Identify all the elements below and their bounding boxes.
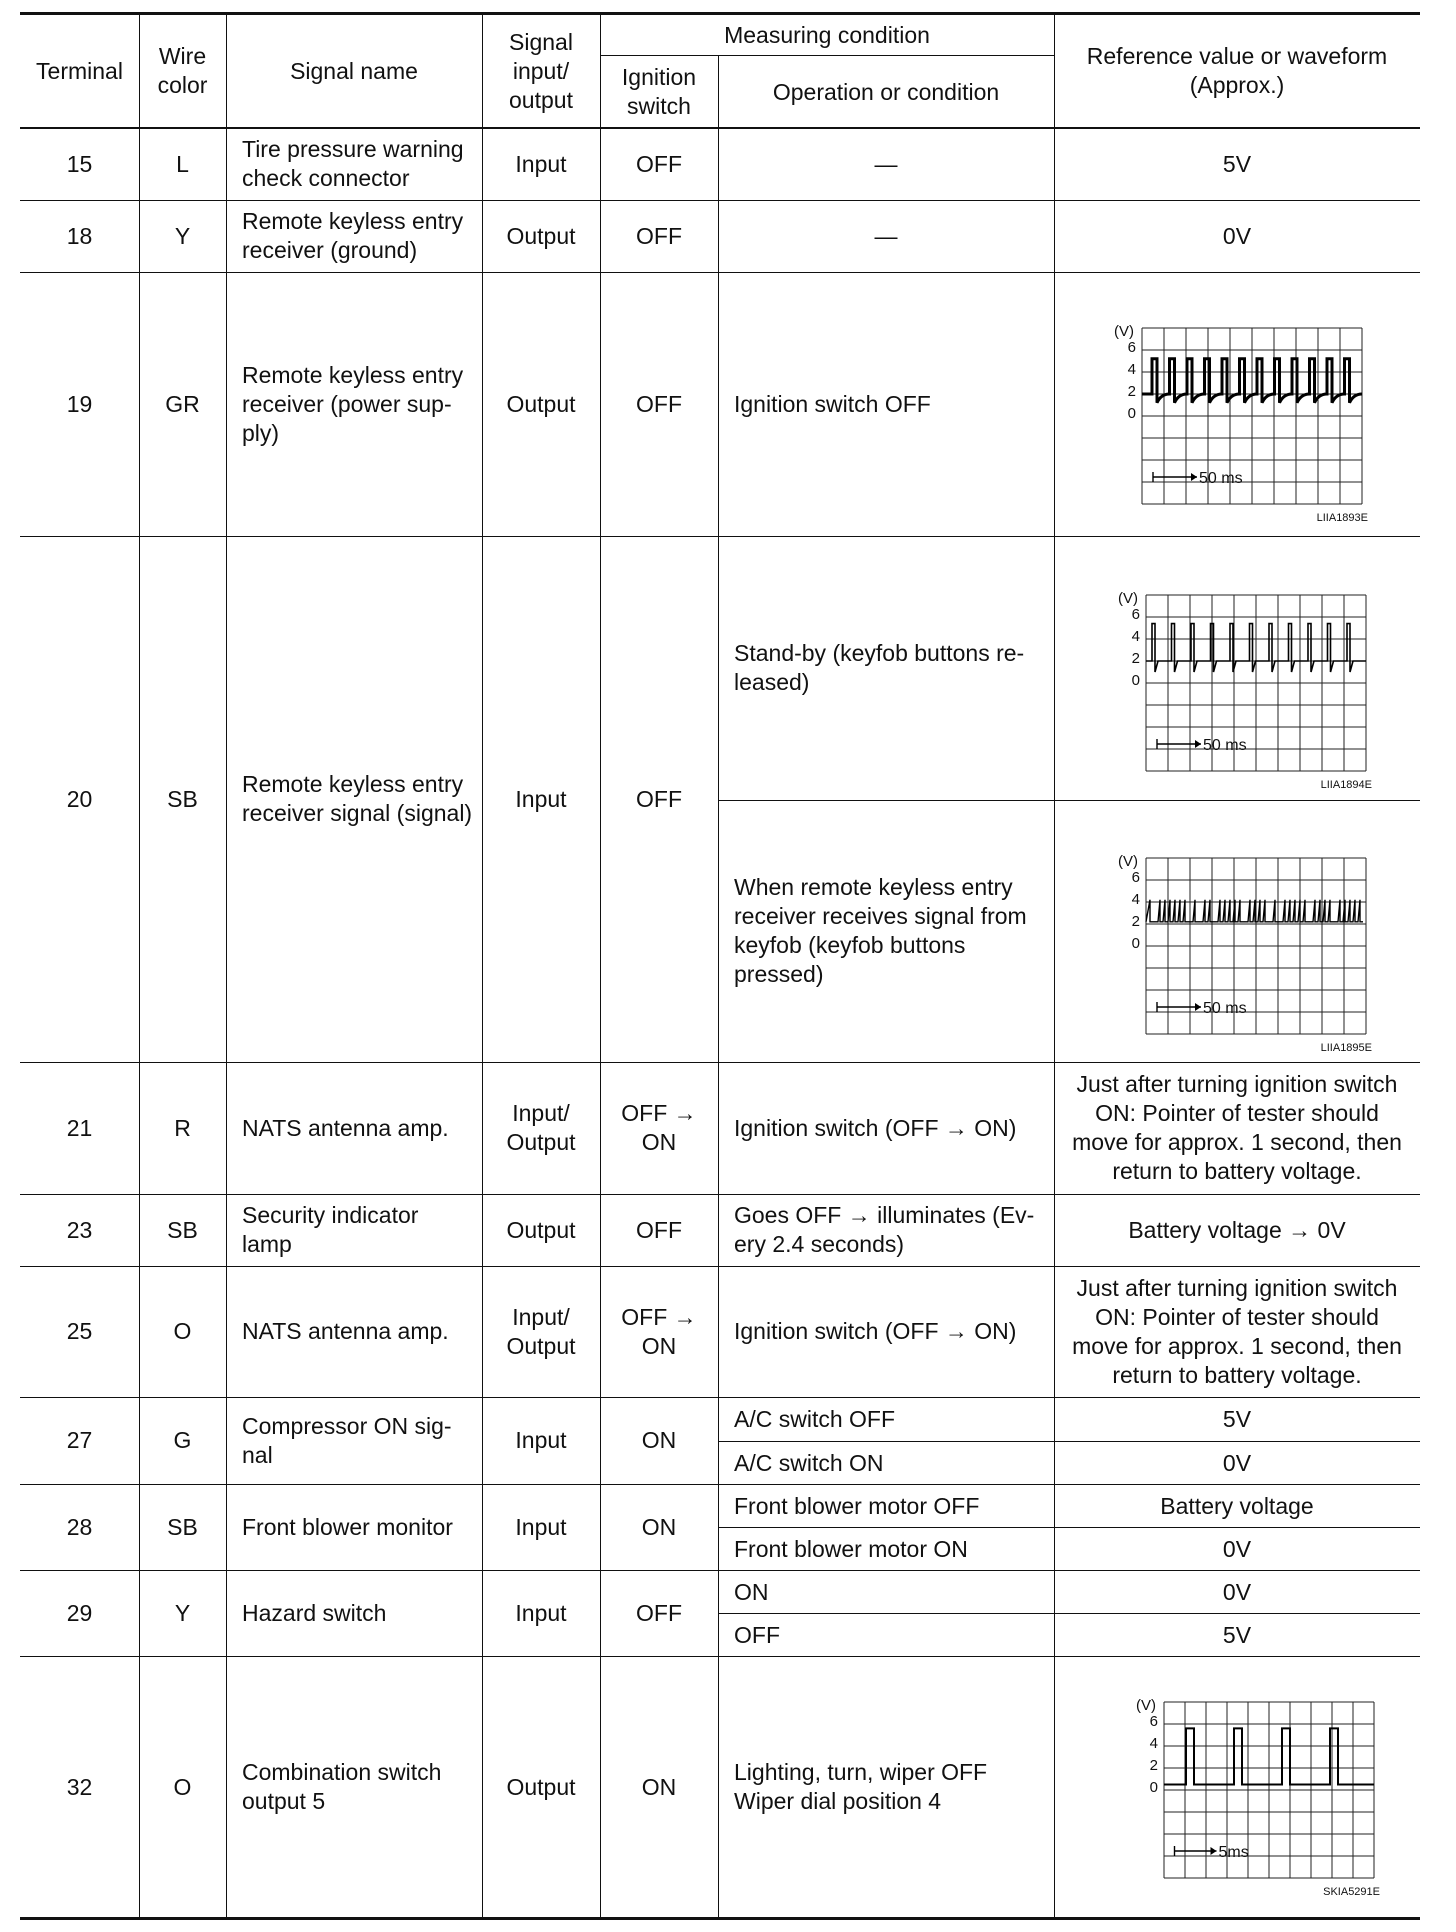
wire-color-cell bbox=[139, 1266, 226, 1397]
signal-name-cell-text: Remote keyless entry receiver (ground) bbox=[242, 208, 464, 263]
figure-code-label: LIIA1895E bbox=[1320, 1042, 1372, 1054]
signal-io-cell bbox=[482, 128, 600, 200]
wire-color-cell bbox=[139, 200, 226, 272]
figure-code-label: SKIA5291E bbox=[1323, 1886, 1380, 1898]
signal-io-cell-text: Input bbox=[515, 1599, 567, 1626]
signal-name-cell bbox=[226, 1062, 482, 1194]
terminal-cell-text: 32 bbox=[66, 1773, 93, 1800]
operation-cell-text: Ignition switch (OFF → ON) bbox=[734, 1114, 1017, 1141]
wire-color-cell-text: GR bbox=[165, 390, 200, 417]
reference-cell-text: 5V bbox=[1222, 1406, 1252, 1432]
header-wire-color-text: Wire color bbox=[157, 43, 208, 98]
measuring-divider bbox=[600, 55, 1054, 56]
reference-cell bbox=[1054, 1484, 1420, 1527]
signal-io-cell-text: Input/ Output bbox=[506, 1303, 576, 1359]
operation-cell-text: — bbox=[874, 150, 898, 177]
sub-row-divider bbox=[718, 1441, 1420, 1442]
terminal-cell-text: 21 bbox=[66, 1114, 93, 1141]
wire-color-cell bbox=[139, 1570, 226, 1656]
operation-cell-text: Stand-by (keyfob buttons re- leased) bbox=[734, 640, 1025, 695]
ignition-cell bbox=[600, 272, 718, 536]
time-scale-label: 50 ms bbox=[1203, 1000, 1247, 1017]
waveform-tick-label: 4 bbox=[1131, 891, 1140, 908]
terminal-cell bbox=[20, 272, 139, 536]
reference-cell bbox=[1054, 1613, 1420, 1656]
ignition-cell-text: OFF bbox=[636, 222, 682, 249]
wire-color-cell bbox=[139, 536, 226, 1062]
waveform-tick-label: 6 bbox=[1131, 869, 1140, 886]
operation-cell bbox=[718, 1613, 1054, 1656]
ignition-cell bbox=[600, 1062, 718, 1194]
reference-cell bbox=[1054, 1194, 1420, 1266]
header-ignition-switch-text: Ignition switch bbox=[621, 64, 697, 119]
reference-cell-text: 5V bbox=[1222, 150, 1252, 177]
signal-io-cell-text: Input/ Output bbox=[506, 1100, 576, 1155]
waveform-unit-label: (V) bbox=[1114, 323, 1134, 340]
terminal-cell bbox=[20, 1397, 139, 1484]
wire-color-cell-text: Y bbox=[174, 222, 191, 249]
terminal-cell bbox=[20, 1484, 139, 1570]
waveform-tick-label: 0 bbox=[1131, 935, 1140, 952]
signal-name-cell bbox=[226, 128, 482, 200]
operation-cell bbox=[718, 128, 1054, 200]
reference-cell-text: 5V bbox=[1222, 1622, 1252, 1648]
operation-cell bbox=[718, 1266, 1054, 1397]
terminal-cell-text: 18 bbox=[66, 222, 93, 249]
reference-cell bbox=[1054, 200, 1420, 272]
signal-name-cell bbox=[226, 536, 482, 1062]
waveform-tick-label: 0 bbox=[1131, 672, 1140, 689]
wire-color-cell bbox=[139, 1062, 226, 1194]
wire-color-cell-text: O bbox=[173, 1318, 192, 1344]
operation-cell-text: Ignition switch (OFF → ON) bbox=[734, 1318, 1017, 1344]
signal-name-cell-text: Remote keyless entry receiver (power sup- ply) bbox=[242, 361, 464, 446]
time-scale-label: 5ms bbox=[1218, 1844, 1249, 1861]
operation-cell-text: OFF bbox=[734, 1622, 780, 1648]
waveform-tick-label: 4 bbox=[1131, 628, 1140, 645]
waveform-unit-label: (V) bbox=[1136, 1697, 1156, 1714]
waveform-tick-label: 2 bbox=[1127, 383, 1136, 400]
terminal-cell bbox=[20, 1266, 139, 1397]
wire-color-cell bbox=[139, 1656, 226, 1918]
ignition-cell-text: OFF bbox=[636, 785, 682, 812]
ignition-cell-text: OFF → ON bbox=[621, 1100, 697, 1155]
operation-cell-text: ON bbox=[734, 1579, 769, 1605]
time-scale-label: 50 ms bbox=[1199, 470, 1243, 487]
reference-cell bbox=[1054, 1441, 1420, 1484]
wire-color-cell-text: G bbox=[173, 1427, 192, 1453]
ignition-cell-text: OFF bbox=[636, 1599, 682, 1626]
signal-io-cell-text: Input bbox=[515, 785, 567, 812]
wire-color-cell-text: Y bbox=[174, 1599, 191, 1626]
header-measuring-condition bbox=[600, 14, 1054, 56]
operation-cell-text: When remote keyless entry receiver receives signal from keyfob (keyfob buttons pressed) bbox=[734, 874, 1027, 987]
waveform-w20a bbox=[1091, 583, 1401, 795]
signal-io-cell-text: Input bbox=[515, 150, 567, 177]
reference-cell-text: 0V bbox=[1222, 1536, 1252, 1562]
operation-cell-text: A/C switch ON bbox=[734, 1450, 884, 1476]
signal-name-cell bbox=[226, 1484, 482, 1570]
operation-cell bbox=[718, 800, 1054, 1062]
ignition-cell-text: OFF bbox=[636, 150, 682, 177]
terminal-cell-text: 20 bbox=[66, 785, 93, 812]
operation-cell bbox=[718, 1062, 1054, 1194]
time-scale-label: 50 ms bbox=[1203, 737, 1247, 754]
terminal-cell bbox=[20, 536, 139, 1062]
ignition-cell bbox=[600, 1397, 718, 1484]
operation-cell bbox=[718, 272, 1054, 536]
signal-name-cell bbox=[226, 1656, 482, 1918]
waveform-tick-label: 2 bbox=[1131, 650, 1140, 667]
signal-name-cell-text: Front blower monitor bbox=[242, 1513, 453, 1540]
signal-io-cell bbox=[482, 272, 600, 536]
operation-cell bbox=[718, 1194, 1054, 1266]
reference-cell bbox=[1054, 1397, 1420, 1441]
header-signal-name-text: Signal name bbox=[290, 57, 418, 84]
operation-cell-text: Ignition switch OFF bbox=[734, 390, 931, 417]
signal-name-cell-text: Compressor ON sig- nal bbox=[242, 1412, 452, 1468]
waveform-tick-label: 6 bbox=[1127, 339, 1136, 356]
signal-name-cell-text: Remote keyless entry receiver signal (signal) bbox=[242, 771, 473, 826]
signal-name-cell bbox=[226, 1194, 482, 1266]
header-terminal bbox=[20, 14, 139, 128]
signal-io-cell-text: Input bbox=[515, 1513, 567, 1540]
sub-row-divider bbox=[718, 800, 1420, 801]
operation-cell bbox=[718, 1397, 1054, 1441]
terminal-cell-text: 15 bbox=[66, 150, 93, 177]
operation-cell-text: Lighting, turn, wiper OFF Wiper dial position 4 bbox=[734, 1759, 988, 1814]
operation-cell-text: — bbox=[874, 222, 898, 249]
operation-cell bbox=[718, 200, 1054, 272]
terminal-cell-text: 19 bbox=[66, 390, 93, 417]
table-top-border bbox=[20, 12, 1420, 15]
ignition-cell bbox=[600, 128, 718, 200]
wire-color-cell-text: O bbox=[173, 1773, 192, 1800]
signal-io-cell bbox=[482, 1570, 600, 1656]
wire-color-cell-text: SB bbox=[167, 785, 198, 812]
ignition-cell bbox=[600, 1484, 718, 1570]
signal-io-cell bbox=[482, 200, 600, 272]
signal-name-cell bbox=[226, 1570, 482, 1656]
ignition-cell bbox=[600, 1570, 718, 1656]
wire-color-cell bbox=[139, 1484, 226, 1570]
operation-cell-text: Goes OFF → illuminates (Ev- ery 2.4 seconds) bbox=[734, 1202, 1035, 1257]
wire-color-cell bbox=[139, 1194, 226, 1266]
waveform-w19 bbox=[1082, 316, 1392, 528]
ignition-cell-text: ON bbox=[641, 1427, 677, 1453]
reference-cell-text: Battery voltage → 0V bbox=[1128, 1216, 1346, 1243]
ignition-cell bbox=[600, 1194, 718, 1266]
waveform-unit-label: (V) bbox=[1118, 853, 1138, 870]
terminal-cell-text: 23 bbox=[66, 1216, 93, 1243]
signal-io-cell bbox=[482, 1484, 600, 1570]
terminal-cell bbox=[20, 128, 139, 200]
header-operation-text: Operation or condition bbox=[772, 78, 1000, 105]
reference-cell-text: Battery voltage bbox=[1160, 1493, 1314, 1519]
waveform-tick-label: 0 bbox=[1149, 1779, 1158, 1796]
terminal-cell-text: 27 bbox=[66, 1427, 93, 1453]
operation-cell bbox=[718, 1656, 1054, 1918]
signal-io-cell-text: Output bbox=[506, 390, 576, 417]
wire-color-cell-text: SB bbox=[167, 1216, 198, 1243]
header-terminal-text: Terminal bbox=[36, 57, 123, 84]
terminal-cell bbox=[20, 1570, 139, 1656]
wire-color-cell bbox=[139, 1397, 226, 1484]
header-signal-io-text: Signal input/ output bbox=[509, 28, 573, 113]
signal-io-cell bbox=[482, 1266, 600, 1397]
operation-cell-text: Front blower motor OFF bbox=[734, 1493, 980, 1519]
signal-name-cell-text: NATS antenna amp. bbox=[242, 1318, 449, 1344]
reference-cell bbox=[1054, 1062, 1420, 1194]
wire-color-cell-text: R bbox=[174, 1114, 191, 1141]
signal-name-cell-text: Hazard switch bbox=[242, 1599, 387, 1626]
operation-cell bbox=[718, 536, 1054, 800]
ignition-cell-text: ON bbox=[641, 1773, 677, 1800]
signal-name-cell bbox=[226, 1397, 482, 1484]
waveform-unit-label: (V) bbox=[1118, 590, 1138, 607]
header-reference-text: Reference value or waveform (Approx.) bbox=[1086, 43, 1388, 98]
header-reference bbox=[1054, 14, 1420, 128]
operation-cell-text: Front blower motor ON bbox=[734, 1536, 968, 1562]
wire-color-cell bbox=[139, 128, 226, 200]
signal-name-cell-text: Combination switch output 5 bbox=[242, 1759, 442, 1814]
header-operation bbox=[718, 56, 1054, 128]
waveform-tick-label: 2 bbox=[1149, 1757, 1158, 1774]
figure-code-label: LIIA1893E bbox=[1316, 512, 1368, 524]
waveform-trace bbox=[1146, 900, 1363, 922]
reference-cell-text: Just after turning ignition switch ON: Pointer of tester should move for approx. 1 second, then return to battery voltage. bbox=[1072, 1071, 1402, 1184]
operation-cell bbox=[718, 1570, 1054, 1613]
reference-cell bbox=[1054, 1266, 1420, 1397]
wire-color-cell-text: L bbox=[176, 150, 189, 177]
terminal-cell-text: 29 bbox=[66, 1599, 93, 1626]
reference-cell-text: 0V bbox=[1222, 222, 1252, 249]
terminal-cell-text: 28 bbox=[66, 1513, 93, 1540]
ignition-cell-text: OFF bbox=[636, 390, 682, 417]
terminal-cell bbox=[20, 1194, 139, 1266]
figure-code-label: LIIA1894E bbox=[1320, 779, 1372, 791]
header-signal-name bbox=[226, 14, 482, 128]
operation-cell bbox=[718, 1527, 1054, 1570]
signal-name-cell bbox=[226, 200, 482, 272]
wire-color-cell-text: SB bbox=[167, 1513, 198, 1540]
waveform-tick-label: 4 bbox=[1149, 1735, 1158, 1752]
terminal-cell bbox=[20, 1062, 139, 1194]
ignition-cell-text: ON bbox=[641, 1513, 677, 1540]
waveform-tick-label: 2 bbox=[1131, 913, 1140, 930]
header-measuring-condition-text: Measuring condition bbox=[724, 21, 930, 48]
operation-cell bbox=[718, 1441, 1054, 1484]
sub-row-divider bbox=[718, 1527, 1420, 1528]
ignition-cell bbox=[600, 200, 718, 272]
terminal-cell bbox=[20, 1656, 139, 1918]
ignition-cell bbox=[600, 536, 718, 1062]
header-signal-io bbox=[482, 14, 600, 128]
reference-cell-text: 0V bbox=[1222, 1450, 1252, 1476]
waveform-w20b bbox=[1091, 846, 1401, 1058]
signal-io-cell bbox=[482, 1062, 600, 1194]
waveform-w32 bbox=[1106, 1690, 1416, 1902]
signal-io-cell bbox=[482, 1397, 600, 1484]
header-ignition-switch bbox=[600, 56, 718, 128]
sub-row-divider bbox=[718, 1613, 1420, 1614]
signal-io-cell-text: Output bbox=[506, 1216, 576, 1243]
terminal-cell-text: 25 bbox=[66, 1318, 93, 1344]
waveform-tick-label: 6 bbox=[1131, 606, 1140, 623]
ignition-cell-text: OFF → ON bbox=[621, 1303, 697, 1359]
signal-io-cell bbox=[482, 1656, 600, 1918]
signal-name-cell-text: NATS antenna amp. bbox=[242, 1114, 449, 1141]
reference-cell bbox=[1054, 128, 1420, 200]
terminal-cell bbox=[20, 200, 139, 272]
ignition-cell bbox=[600, 1656, 718, 1918]
signal-name-cell bbox=[226, 272, 482, 536]
signal-io-cell-text: Input bbox=[515, 1427, 567, 1453]
signal-name-cell bbox=[226, 1266, 482, 1397]
operation-cell-text: A/C switch OFF bbox=[734, 1406, 896, 1432]
waveform-tick-label: 4 bbox=[1127, 361, 1136, 378]
signal-name-cell-text: Security indicator lamp bbox=[242, 1202, 419, 1257]
signal-io-cell bbox=[482, 1194, 600, 1266]
header-wire-color bbox=[139, 14, 226, 128]
ignition-cell bbox=[600, 1266, 718, 1397]
reference-cell bbox=[1054, 1570, 1420, 1613]
reference-cell-text: 0V bbox=[1222, 1579, 1252, 1605]
signal-io-cell-text: Output bbox=[506, 1773, 576, 1800]
waveform-tick-label: 6 bbox=[1149, 1713, 1158, 1730]
wire-color-cell bbox=[139, 272, 226, 536]
signal-io-cell bbox=[482, 536, 600, 1062]
signal-name-cell-text: Tire pressure warning check connector bbox=[242, 136, 464, 191]
waveform-tick-label: 0 bbox=[1127, 405, 1136, 422]
operation-cell bbox=[718, 1484, 1054, 1527]
signal-io-cell-text: Output bbox=[506, 222, 576, 249]
reference-cell-text: Just after turning ignition switch ON: Pointer of tester should move for approx. 1 second, then return to battery voltage. bbox=[1072, 1274, 1402, 1388]
ignition-cell-text: OFF bbox=[636, 1216, 682, 1243]
reference-cell bbox=[1054, 1527, 1420, 1570]
